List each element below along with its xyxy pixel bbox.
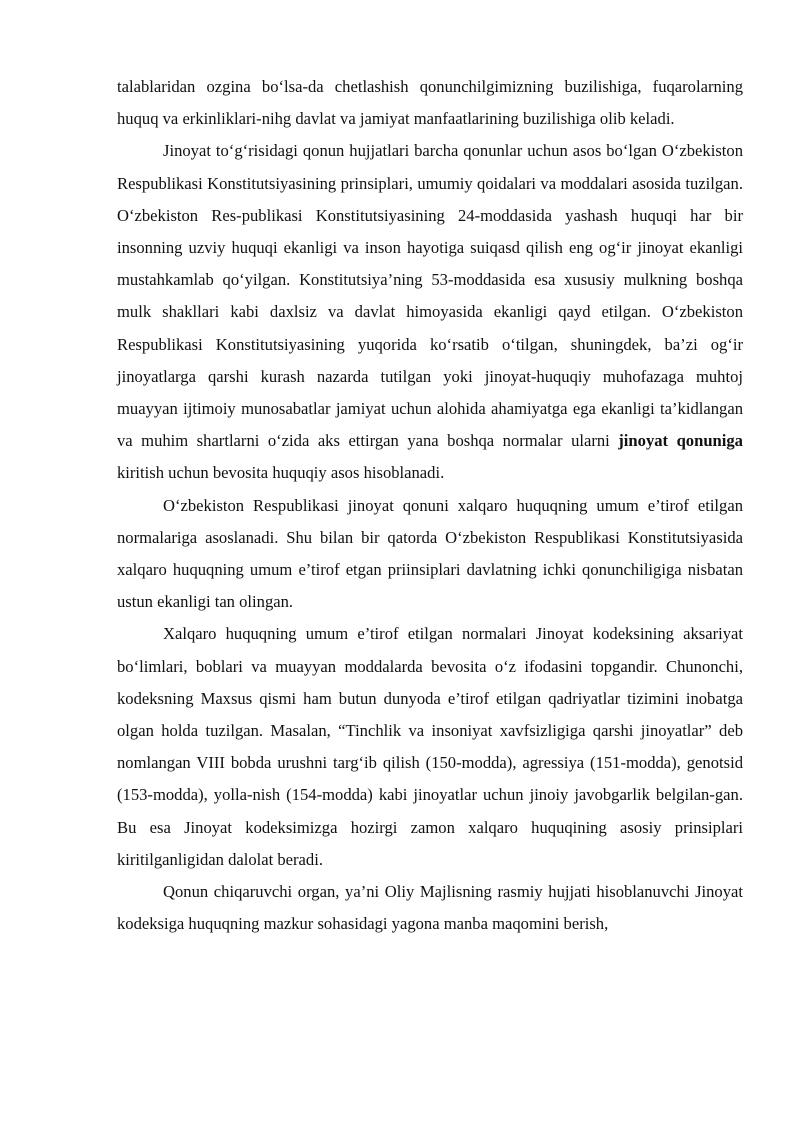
paragraph-international-law: Oʻzbekiston Respublikasi jinoyat qonuni xalqaro huquqning umum e’tirof etilgan normalariga asoslanadi. Shu bilan bir qatorda Oʻzbekiston Respublikasi Konstitutsiyasida xalqaro huquqning umum e’tirof etgan priinsiplari davlatning ichki qonunchiligiga nisbatan ustun ekanligi tan olingan. <box>117 495 743 612</box>
paragraph-text: Jinoyat toʻgʻrisidagi qonun hujjatlari barcha qonunlar uchun asos boʻlgan Oʻzbekiston Respublikasi Konstitutsiyasining prinsiplari, umumiy qoidalari va moddalari asosida tuzilgan. Oʻzbekiston Res-publikasi Konstitutsiyasining 24-moddasida yashash huquqi har bir insonning uzviy huquqi ekanligi va inson hayotiga suiqasd qilish eng ogʻir jinoyat ekanligi mustahkamlab qoʻyilgan. Konstitutsiya’ning 53-moddasida esa xususiy mulkning boshqa mulk shakllari kabi daxlsiz va davlat himoyasida ekanligi qayd etilgan. Oʻzbekiston Respublikasi Konstitutsiyasining yuqorida koʻrsatib oʻtilgan, shuningdek, ba’zi ogʻir jinoyatlarga qarshi kurash nazarda tutilgan yoki jinoyat-huquqiy muhofazaga muhtoj muayyan ijtimoiy munosabatlar jamiyat uchun alohida ahamiyatga ega ekanligi ta’kidlangan va muhim shartlarni oʻzida aks ettirgan yana boshqa normalar ularni <box>117 141 743 451</box>
paragraph-constitution-basis <box>117 135 743 489</box>
paragraph-text: kiritish uchun bevosita huquqiy asos hisoblanadi. <box>117 463 445 483</box>
paragraph-international-norms: Xalqaro huquqning umum e’tirof etilgan normalari Jinoyat kodeksining aksariyat boʻlimlari, boblari va muayyan moddalarda bevosita oʻz ifodasini topgandir. Chunonchi, kodeksning Maxsus qismi ham butun dunyoda e’tirof etilgan qadriyatlar tizimini inobatga olgan holda tuzilgan. Masalan, “Tinchlik va insoniyat xavfsizligiga qarshi jinoyatlar” deb nomlangan VIII bobda urushni targʻib qilish (150-modda), agressiya (151-modda), genotsid (153-modda), yolla-nish (154-modda) kabi jinoyatlar uchun jinoiy javobgarlik belgilan-gan. Bu esa Jinoyat kodeksimizga hozirgi zamon xalqaro huquqining asosiy prinsiplari kiritilganligidan dalolat beradi. <box>117 624 743 869</box>
bold-term: jinoyat qonuniga <box>618 431 743 451</box>
document-page <box>117 71 743 940</box>
paragraph-legislative-body: Qonun chiqaruvchi organ, ya’ni Oliy Majlisning rasmiy hujjati hisoblanuvchi Jinoyat kodeksiga huquqning mazkur sohasidagi yagona manba maqomini berish, <box>117 882 743 934</box>
paragraph-continuation: talablaridan ozgina boʻlsa-da chetlashish qonunchilgimizning buzilishiga, fuqarolarning huquq va erkinliklari-nihg davlat va jamiyat manfaatlarining buzilishiga olib keladi. <box>117 77 743 129</box>
